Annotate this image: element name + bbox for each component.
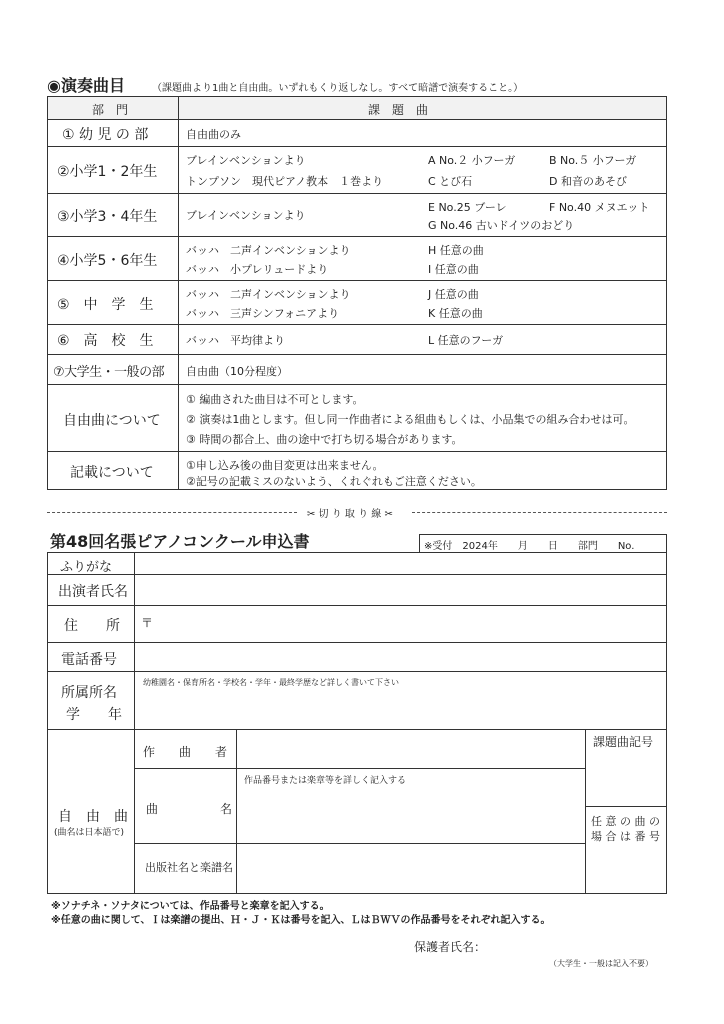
grade-label: 学 年 [66, 707, 122, 723]
bullet-icon: ◉ [47, 76, 61, 95]
piece-code: F No.40 メヌエット [549, 201, 650, 214]
section-title-text: 演奏曲目 [60, 76, 125, 95]
piece-name-label-2: 名 [220, 802, 233, 816]
any-piece-label-2: 場 合 は 番 号 [591, 830, 660, 843]
code-label: 課題曲記号 [593, 735, 654, 749]
division-label: 自由曲について [63, 413, 161, 429]
number-field[interactable] [587, 846, 665, 892]
cut-line-right [412, 512, 667, 513]
cut-line-left [47, 512, 297, 513]
piece-name-hint: 作品番号または楽章等を詳しく記入する [244, 776, 407, 786]
free-piece-sub: (曲名は日本語で) [54, 828, 125, 838]
piece-text: トンプソン 現代ピアノ教本 １巻より [186, 175, 384, 188]
rule-text: ③ 時間の都合上、曲の途中で打ち切る場合があります。 [186, 433, 463, 446]
section-title [47, 73, 125, 96]
division-label: ⑦大学生・一般の部 [53, 365, 165, 380]
composer-field[interactable] [238, 731, 583, 767]
piece-text: ブレインベンションより [186, 209, 306, 222]
guardian-field[interactable] [490, 934, 665, 952]
piece-code: L 任意のフーガ [428, 334, 504, 347]
name-field[interactable] [136, 576, 665, 604]
affiliation-label: 所属所名 [61, 685, 117, 701]
affiliation-hint: 幼稚園名・保育所名・学校名・学年・最終学歴など詳しく書いて下さい [143, 678, 399, 687]
division-label: ③小学3・4年生 [57, 209, 158, 225]
header-division: 部 門 [92, 103, 129, 117]
piece-text: 自由曲のみ [186, 128, 241, 141]
piece-code: B No.５ 小フーガ [549, 154, 637, 167]
piece-text: バッハ 三声シンフォニアより [186, 307, 340, 320]
phone-field[interactable] [136, 644, 665, 670]
division-label: 記載について [70, 465, 154, 481]
piece-code: J 任意の曲 [428, 288, 479, 301]
section-title-note: （課題曲より1曲と自由曲。いずれもくり返しなし。すべて暗譜で演奏すること。） [152, 83, 524, 94]
name-label: 出演者氏名 [58, 584, 128, 600]
piece-code: D 和音のあそび [549, 175, 627, 188]
division-label: ②小学1・2年生 [57, 164, 158, 180]
note-line: ※任意の曲に関して、Ｉは楽譜の提出、Ｈ・Ｊ・Ｋは番号を記入、ＬはＢＷＶの作品番号をそれぞれ記入する。 [51, 915, 551, 926]
furigana-field[interactable] [136, 554, 665, 573]
furigana-label: ふりがな [60, 560, 113, 575]
any-piece-label-1: 任 意 の 曲 の [591, 815, 660, 828]
address-field[interactable] [160, 607, 665, 641]
free-piece-label: 自 由 曲 [58, 809, 128, 825]
division-label: ④小学5・6年生 [57, 253, 158, 269]
piece-text: バッハ 二声インベンションより [186, 244, 351, 257]
piece-text: バッハ 平均律より [186, 334, 285, 347]
piece-code: H 任意の曲 [428, 244, 484, 257]
affiliation-field[interactable] [136, 688, 665, 728]
address-label: 住 所 [64, 618, 120, 634]
composer-label: 作 曲 者 [143, 745, 228, 759]
phone-label: 電話番号 [61, 652, 117, 668]
reception-text: ※受付 2024年 月 日 部門 No. [424, 541, 635, 552]
guardian-note: （大学生・一般は記入不要） [549, 959, 653, 968]
rule-text: ② 演奏は1曲とします。但し同一作曲者による組曲もしくは、小品集での組み合わせは可。 [186, 413, 635, 426]
publisher-field[interactable] [238, 845, 583, 892]
rule-text: ②記号の記載ミスのないよう、くれぐれもご注意ください。 [186, 475, 482, 488]
postal-mark-icon: 〒 [141, 616, 154, 630]
piece-code: K 任意の曲 [428, 307, 483, 320]
piece-text: バッハ 二声インベンションより [186, 288, 351, 301]
piece-text: ブレインベンションより [186, 154, 306, 167]
note-line: ※ソナチネ・ソナタについては、作品番号と楽章を記入する。 [51, 901, 330, 912]
piece-text: バッハ 小プレリュードより [186, 263, 329, 276]
piece-name-field[interactable] [238, 786, 583, 842]
form-title: 第48回名張ピアノコンクール申込書 [50, 532, 310, 551]
division-label: ⑤ 中 学 生 [57, 297, 154, 313]
header-piece: 課 題 曲 [368, 103, 429, 117]
cut-line-label: ✂ 切 り 取 り 線 ✂ [307, 509, 393, 520]
piece-code: I 任意の曲 [428, 263, 479, 276]
publisher-label: 出版社名と楽譜名 [145, 861, 233, 874]
division-label: ⑥ 高 校 生 [57, 333, 154, 349]
piece-text: 自由曲（10分程度） [186, 365, 288, 378]
piece-code: A No.２ 小フーガ [428, 154, 516, 167]
piece-code: C とび石 [428, 175, 473, 188]
rule-text: ①申し込み後の曲目変更は出来ません。 [186, 459, 384, 472]
piece-code: E No.25 ブーレ [428, 201, 507, 214]
division-label: ① 幼 児 の 部 [62, 127, 149, 143]
table-header [48, 97, 666, 119]
guardian-label: 保護者氏名： [414, 940, 487, 954]
rule-text: ① 編曲された曲目は不可とします。 [186, 393, 364, 406]
piece-name-label-1: 曲 [146, 802, 159, 816]
code-field[interactable] [587, 752, 665, 804]
piece-code: G No.46 古いドイツのおどり [428, 219, 575, 232]
